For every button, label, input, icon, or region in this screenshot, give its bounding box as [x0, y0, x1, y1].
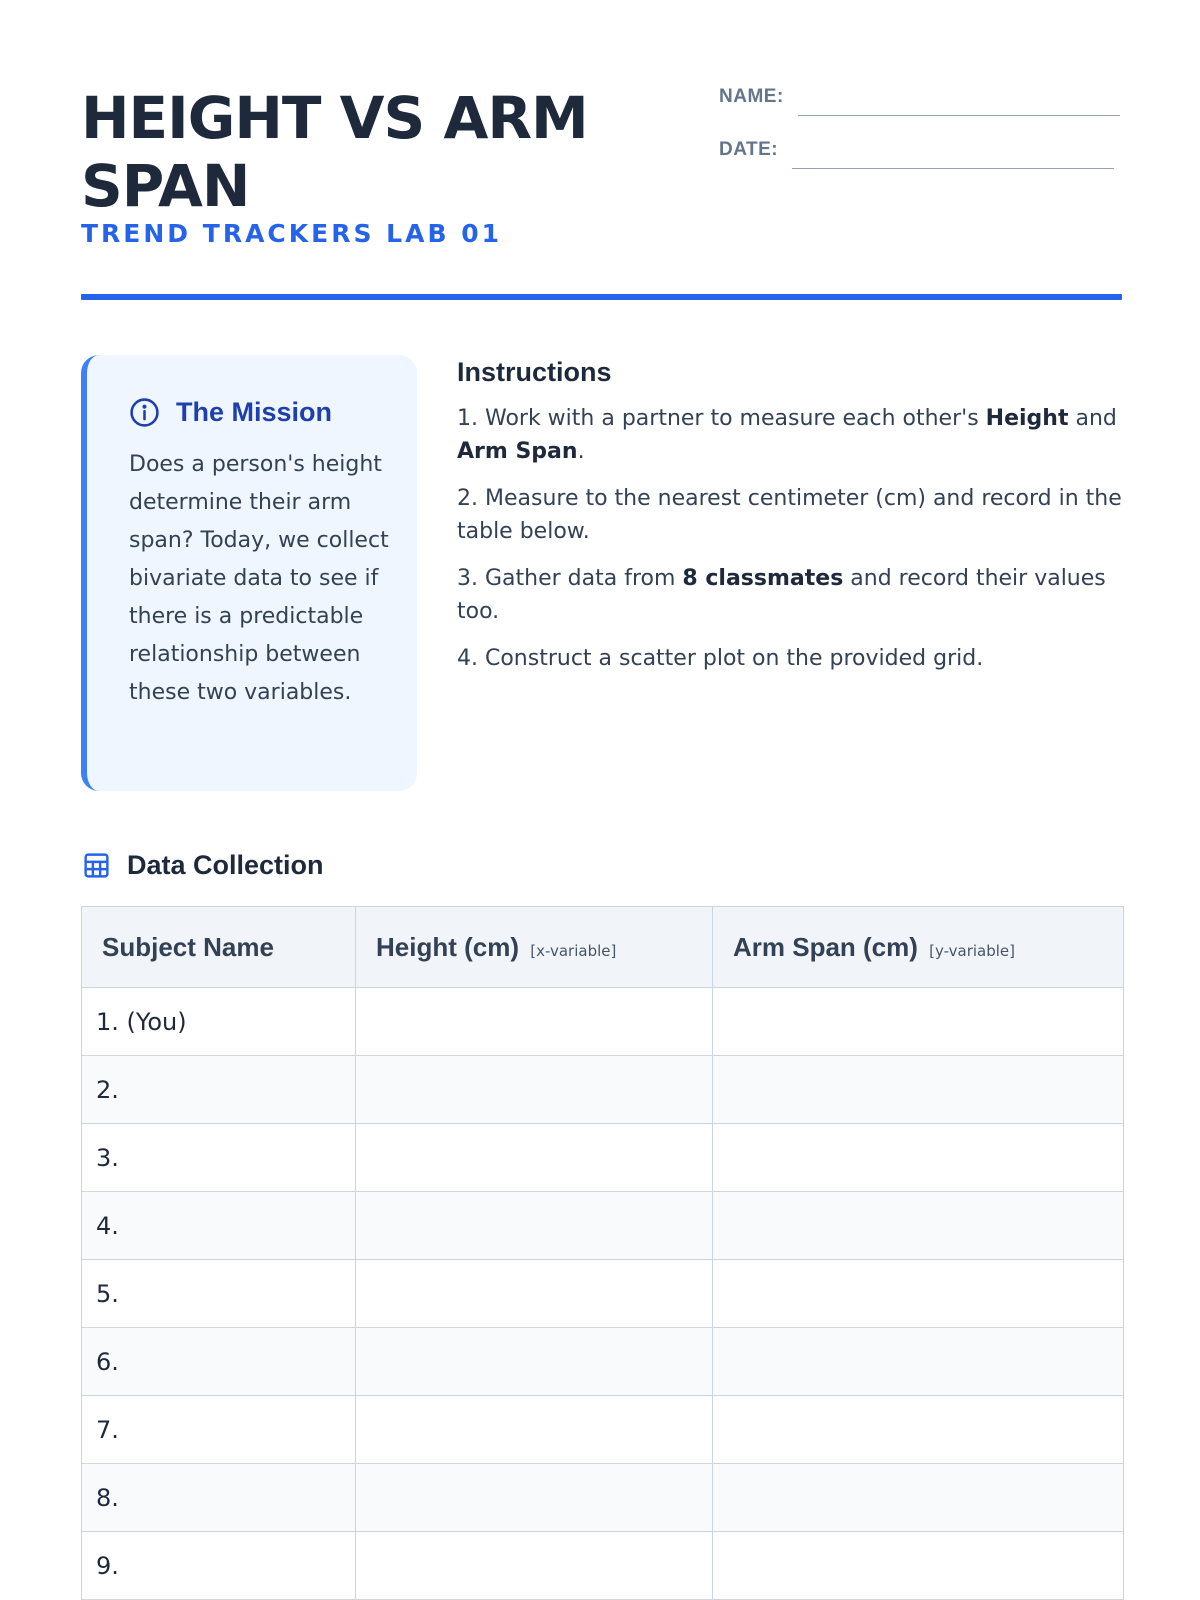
- name-field[interactable]: [719, 86, 1120, 108]
- subject-cell[interactable]: 9.: [82, 1532, 356, 1600]
- data-collection-header: [82, 850, 324, 881]
- header-divider: [81, 294, 1122, 300]
- table-row: [82, 1124, 1124, 1192]
- table-row: [82, 1260, 1124, 1328]
- arm-span-cell[interactable]: [713, 1192, 1124, 1260]
- table-row: [82, 1532, 1124, 1600]
- data-collection-title: Data Collection: [127, 850, 324, 880]
- date-label: DATE:: [719, 139, 779, 160]
- column-header-subject: Subject Name: [82, 907, 356, 988]
- height-cell[interactable]: [356, 1464, 713, 1532]
- instruction-step: 3. Gather data from 8 classmates and record their values too.: [457, 566, 1106, 624]
- subject-cell[interactable]: 4.: [82, 1192, 356, 1260]
- column-header-arm-span: Arm Span (cm) [y-variable]: [713, 907, 1124, 988]
- height-cell[interactable]: [356, 1124, 713, 1192]
- mission-header: [129, 397, 393, 428]
- table-header-row: [82, 907, 1124, 988]
- height-cell[interactable]: [356, 1056, 713, 1124]
- height-cell[interactable]: [356, 988, 713, 1056]
- page-subtitle: TREND TRACKERS LAB 01: [81, 219, 502, 248]
- instruction-step: 2. Measure to the nearest centimeter (cm) and record in the table below.: [457, 486, 1122, 544]
- table-row: [82, 1328, 1124, 1396]
- subject-cell[interactable]: 2.: [82, 1056, 356, 1124]
- instruction-step: 1. Work with a partner to measure each other's Height and Arm Span.: [457, 406, 1117, 464]
- arm-span-cell[interactable]: [713, 1396, 1124, 1464]
- subject-cell[interactable]: 6.: [82, 1328, 356, 1396]
- arm-span-cell[interactable]: [713, 1532, 1124, 1600]
- table-row: [82, 1192, 1124, 1260]
- table-row: [82, 1396, 1124, 1464]
- arm-span-cell[interactable]: [713, 1260, 1124, 1328]
- height-cell[interactable]: [356, 1396, 713, 1464]
- page-title: HEIGHT VS ARM SPAN: [81, 84, 588, 220]
- date-field[interactable]: [719, 139, 1114, 161]
- height-cell[interactable]: [356, 1260, 713, 1328]
- table-icon: [82, 851, 111, 880]
- arm-span-cell[interactable]: [713, 1124, 1124, 1192]
- arm-span-cell[interactable]: [713, 1056, 1124, 1124]
- table-row: [82, 1056, 1124, 1124]
- height-cell[interactable]: [356, 1192, 713, 1260]
- table-row: [82, 988, 1124, 1056]
- subject-cell[interactable]: 7.: [82, 1396, 356, 1464]
- name-label: NAME:: [719, 86, 784, 107]
- subject-cell[interactable]: 3.: [82, 1124, 356, 1192]
- arm-span-cell[interactable]: [713, 1328, 1124, 1396]
- subject-cell[interactable]: 8.: [82, 1464, 356, 1532]
- name-line[interactable]: [798, 115, 1120, 116]
- data-table: [81, 906, 1124, 1600]
- height-cell[interactable]: [356, 1532, 713, 1600]
- instructions-title: Instructions: [457, 357, 612, 387]
- instructions-section: [457, 357, 1122, 689]
- arm-span-cell[interactable]: [713, 988, 1124, 1056]
- table-row: [82, 1464, 1124, 1532]
- height-cell[interactable]: [356, 1328, 713, 1396]
- column-header-height: Height (cm) [x-variable]: [356, 907, 713, 988]
- instruction-step: 4. Construct a scatter plot on the provided grid.: [457, 646, 984, 671]
- date-line[interactable]: [792, 168, 1114, 169]
- subject-cell[interactable]: 1. (You): [82, 988, 356, 1056]
- mission-text: Does a person's height determine their arm span? Today, we collect bivariate data to see if there is a predictable relationship between these two variables.: [129, 452, 389, 705]
- subject-cell[interactable]: 5.: [82, 1260, 356, 1328]
- info-icon: [129, 397, 160, 428]
- mission-card: [81, 355, 417, 791]
- arm-span-cell[interactable]: [713, 1464, 1124, 1532]
- mission-title: The Mission: [176, 397, 333, 427]
